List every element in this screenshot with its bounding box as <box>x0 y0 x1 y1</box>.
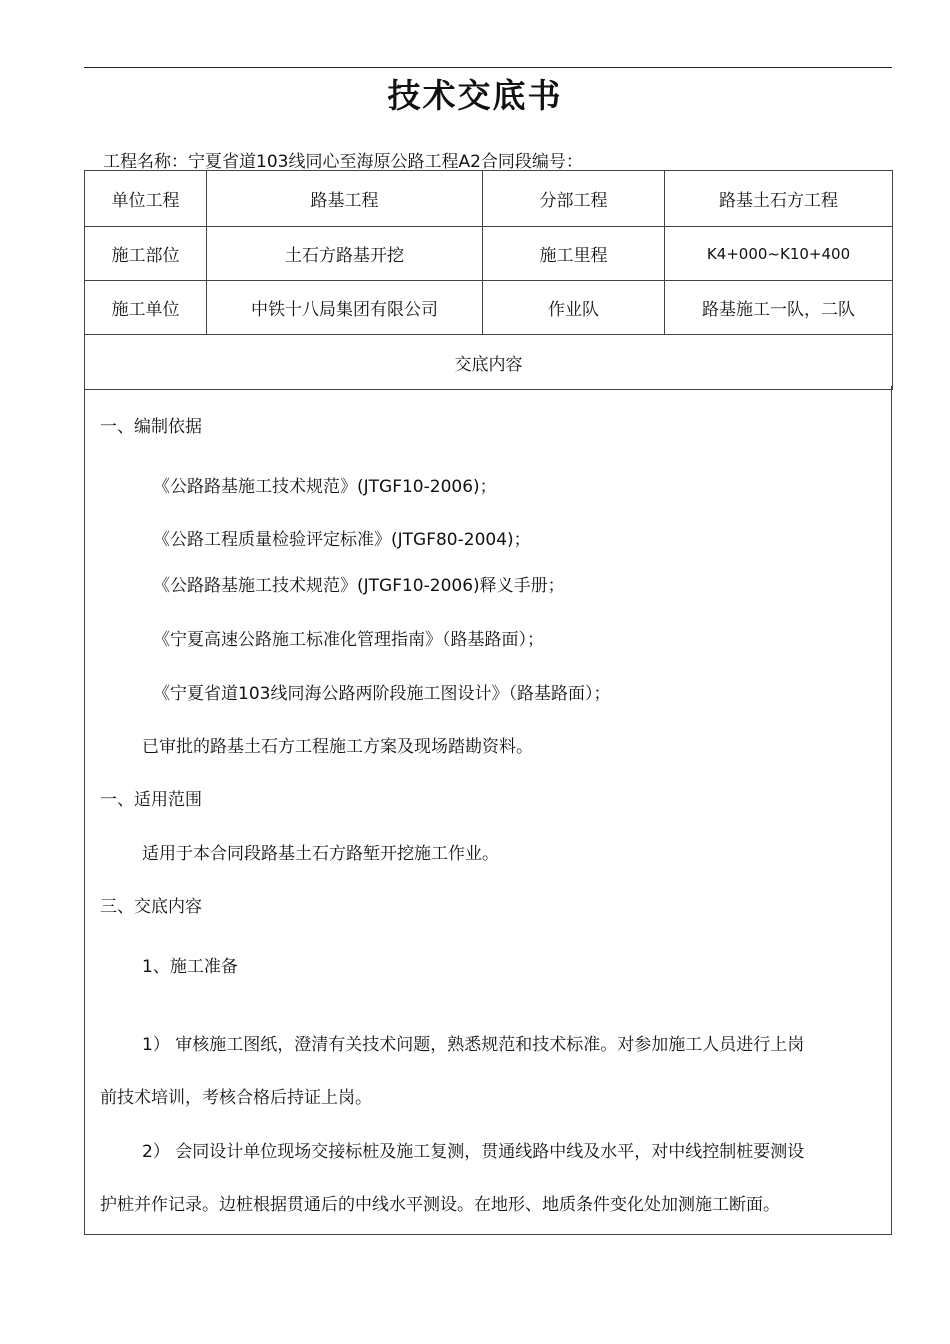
label-mileage: 施工里程 <box>483 227 665 281</box>
paragraph-1-line-2: 前技术培训，考核合格后持证上岗。 <box>100 1088 372 1108</box>
value-team: 路基施工一队，二队 <box>665 281 893 335</box>
header-rule <box>84 67 892 68</box>
label-unit-project: 单位工程 <box>85 171 207 227</box>
reference-item: 《公路路基施工技术规范》(JTGF10-2006)释义手册； <box>153 576 565 596</box>
value-unit-project: 路基工程 <box>207 171 483 227</box>
paragraph-2-line-2: 护桩并作记录。边桩根据贯通后的中线水平测设。在地形、地质条件变化处加测施工断面。 <box>100 1195 780 1215</box>
value-sub-project: 路基土石方工程 <box>665 171 893 227</box>
heading-scope: 一、适用范围 <box>100 790 202 810</box>
table-row <box>85 227 893 281</box>
subheading-preparation: 1、施工准备 <box>142 957 238 977</box>
paragraph-2-line-1: 2） 会同设计单位现场交接标桩及施工复测，贯通线路中线及水平，对中线控制桩要测设 <box>142 1142 805 1162</box>
label-construction-part: 施工部位 <box>85 227 207 281</box>
value-construction-part: 土石方路基开挖 <box>207 227 483 281</box>
project-name-line: 工程名称：宁夏省道103线同心至海原公路工程A2合同段编号： <box>103 152 583 172</box>
reference-item: 《宁夏省道103线同海公路两阶段施工图设计》（路基路面）； <box>153 684 611 704</box>
scope-text: 适用于本合同段路基土石方路堑开挖施工作业。 <box>142 844 499 864</box>
info-table <box>84 170 893 390</box>
section-header: 交底内容 <box>85 335 893 390</box>
heading-basis: 一、编制依据 <box>100 417 202 437</box>
reference-note: 已审批的路基土石方工程施工方案及现场踏勘资料。 <box>142 737 533 757</box>
table-row <box>85 171 893 227</box>
reference-item: 《宁夏高速公路施工标准化管理指南》（路基路面）； <box>153 630 544 650</box>
value-mileage: K4+000~K10+400 <box>665 227 893 281</box>
value-contractor: 中铁十八局集团有限公司 <box>207 281 483 335</box>
reference-item: 《公路工程质量检验评定标准》(JTGF80-2004)； <box>153 530 531 550</box>
label-sub-project: 分部工程 <box>483 171 665 227</box>
heading-content: 三、交底内容 <box>100 897 202 917</box>
label-team: 作业队 <box>483 281 665 335</box>
paragraph-1-line-1: 1） 审核施工图纸，澄清有关技术问题，熟悉规范和技术标准。对参加施工人员进行上岗 <box>142 1035 805 1055</box>
document-title: 技术交底书 <box>387 76 563 115</box>
table-row <box>85 281 893 335</box>
label-contractor: 施工单位 <box>85 281 207 335</box>
table-row <box>85 335 893 390</box>
reference-item: 《公路路基施工技术规范》(JTGF10-2006)； <box>153 477 497 497</box>
